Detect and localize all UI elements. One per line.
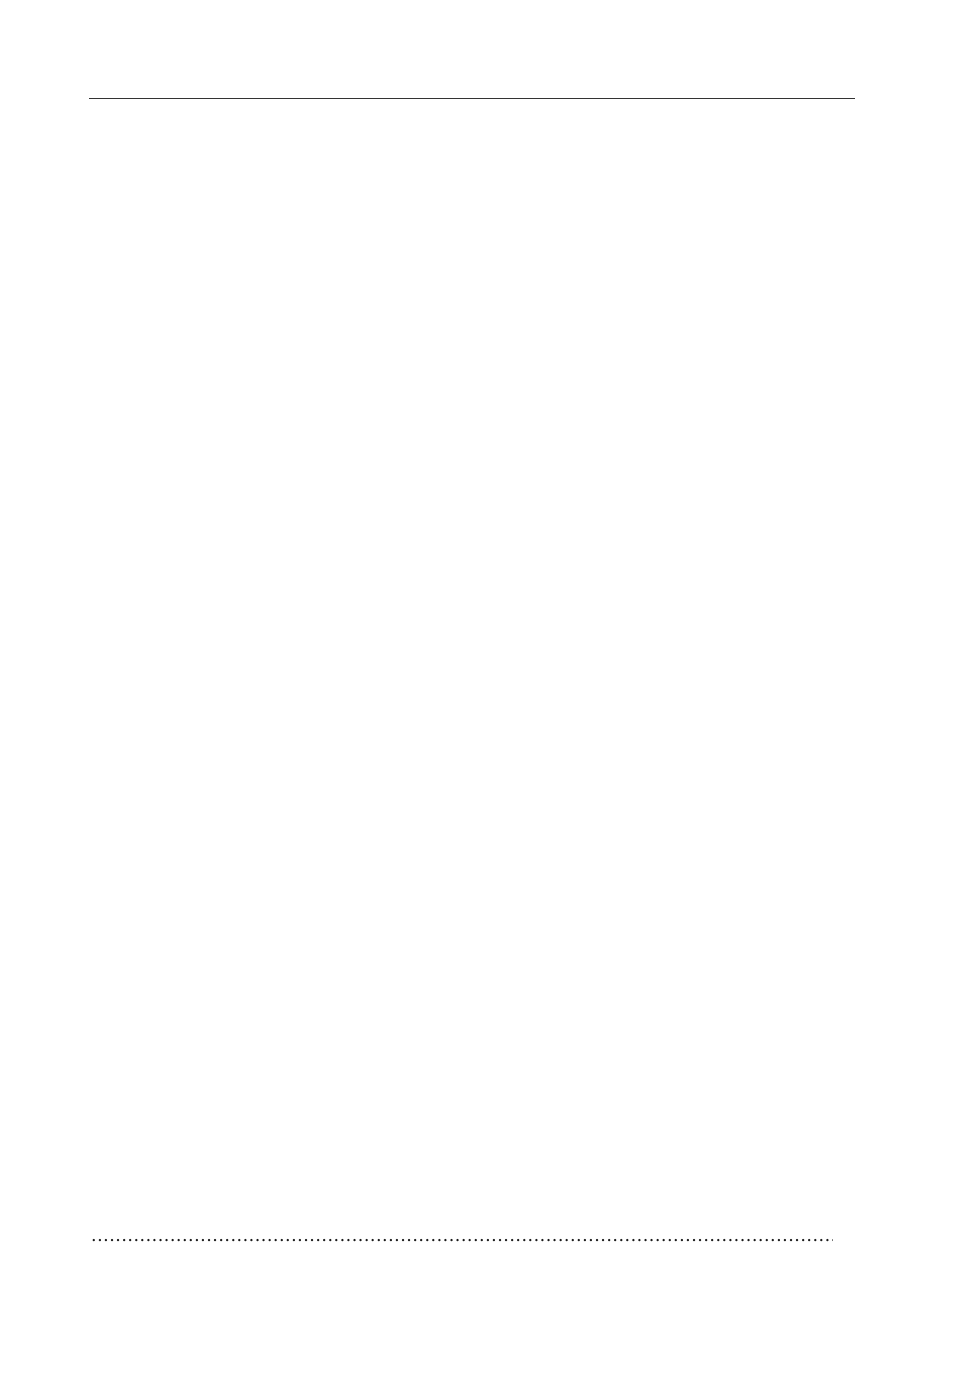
- chapter-title-line2-row[interactable]: [89, 1220, 855, 1252]
- leader-dots: [91, 1220, 833, 1252]
- running-header: [89, 68, 855, 99]
